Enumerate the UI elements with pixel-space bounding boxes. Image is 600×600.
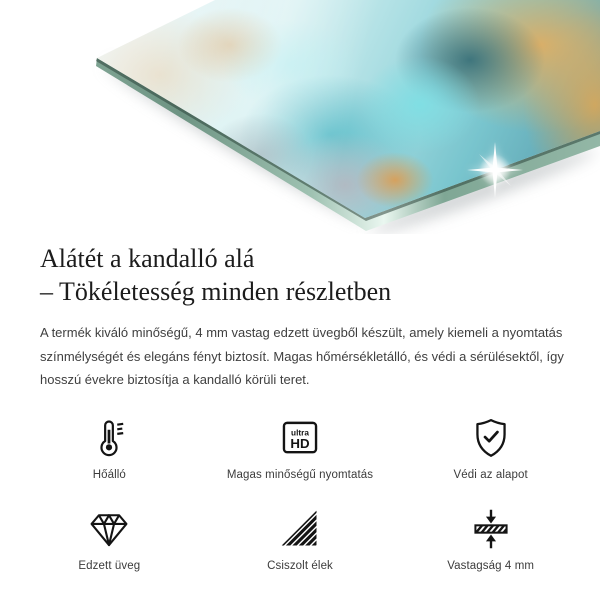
svg-text:ultra: ultra xyxy=(291,427,309,437)
feature-heat-resistant xyxy=(14,414,205,481)
feature-print-quality xyxy=(205,414,396,481)
page-title-line-2: – Tökéletesség minden részletben xyxy=(40,277,392,306)
shield-check-icon xyxy=(469,416,513,460)
feature-label: Csiszolt élek xyxy=(267,559,333,572)
page-title xyxy=(40,242,560,308)
feature-thickness xyxy=(395,505,586,572)
product-image xyxy=(0,0,600,234)
sparkle-icon xyxy=(465,140,525,200)
polished-edges-icon xyxy=(278,507,322,551)
feature-label: Vastagság 4 mm xyxy=(447,559,535,572)
product-description: A termék kiváló minőségű, 4 mm vastag edzett üvegből készült, amely kiemeli a nyomtatás színmélységét és elegáns fényt biztosít. Magas hőmérsékletálló, és védi a sérülésektől, így hosszú évekre biztosítja a kandalló körüli teret. xyxy=(40,325,564,387)
feature-protects-base xyxy=(395,414,586,481)
feature-tempered-glass xyxy=(14,505,205,572)
page-title-line-1: Alátét a kandalló alá xyxy=(40,244,255,273)
feature-label: Edzett üveg xyxy=(78,559,141,572)
feature-label: Magas minőségű nyomtatás xyxy=(226,468,374,481)
feature-polished-edges xyxy=(205,505,396,572)
features-grid xyxy=(14,414,586,572)
diamond-icon xyxy=(87,507,131,551)
thermometer-icon xyxy=(87,416,131,460)
svg-text:HD: HD xyxy=(290,435,310,451)
thickness-icon xyxy=(469,507,513,551)
ultra-hd-icon xyxy=(278,416,322,460)
feature-label: Hőálló xyxy=(92,468,126,481)
feature-label: Védi az alapot xyxy=(453,468,528,481)
